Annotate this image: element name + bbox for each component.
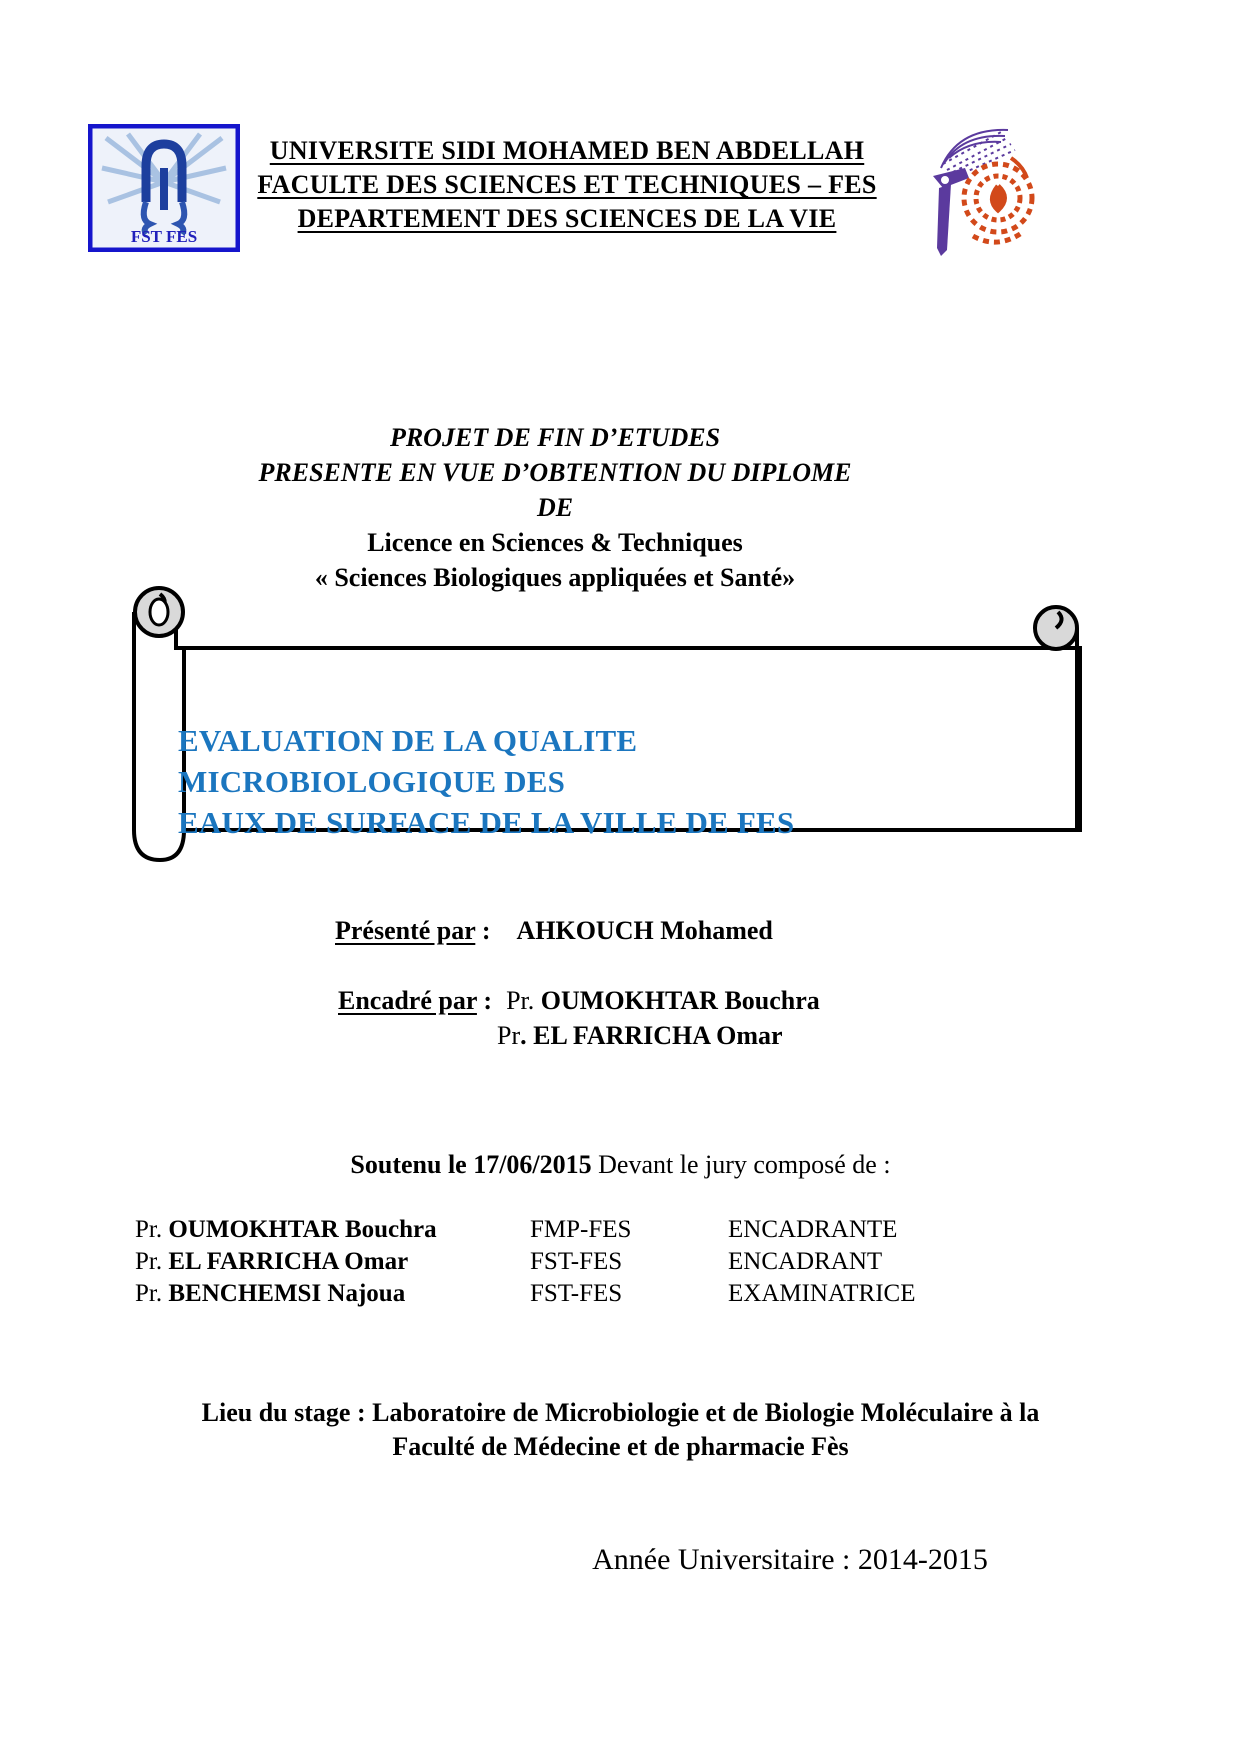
seal-fan xyxy=(941,130,1015,176)
jury-institution: FST-FES xyxy=(530,1280,623,1307)
university-header xyxy=(232,134,902,236)
internship-location xyxy=(0,1396,1241,1464)
supervisor2-line xyxy=(497,1021,783,1051)
seal-pen xyxy=(933,168,969,256)
jury-name: BENCHEMSI Najoua xyxy=(168,1280,406,1307)
jury-prefix: Pr. xyxy=(135,1216,169,1243)
supervised-by-line xyxy=(338,986,820,1016)
university-seal-image xyxy=(903,118,1043,260)
fst-fes-logo-caption: FST FES xyxy=(130,227,198,246)
supervisor2-name: . EL FARRICHA Omar xyxy=(520,1021,783,1050)
faculty-name: FACULTE DES SCIENCES ET TECHNIQUES – FES xyxy=(257,170,877,199)
jury-role: ENCADRANTE xyxy=(728,1216,898,1243)
supervised-by-separator: : xyxy=(476,986,493,1015)
specialty-line: « Sciences Biologiques appliquées et Santé» xyxy=(314,563,796,592)
supervisor2-prefix: Pr xyxy=(497,1021,521,1050)
university-name: UNIVERSITE SIDI MOHAMED BEN ABDELLAH xyxy=(269,136,865,165)
department-name: DEPARTEMENT DES SCIENCES DE LA VIE xyxy=(297,204,837,233)
project-line-2: PRESENTE EN VUE D’OBTENTION DU DIPLOME xyxy=(258,458,852,487)
degree-line: Licence en Sciences & Techniques xyxy=(367,528,743,557)
thesis-title-line-2: EAUX DE SURFACE DE LA VILLE DE FES xyxy=(178,805,795,840)
jury-name: OUMOKHTAR Bouchra xyxy=(168,1216,437,1243)
project-line-1: PROJET DE FIN D’ETUDES xyxy=(389,423,721,452)
thesis-title-line-1: EVALUATION DE LA QUALITE MICROBIOLOGIQUE DES xyxy=(178,723,638,799)
jury-row xyxy=(135,1216,1135,1244)
jury-row xyxy=(135,1248,1135,1276)
supervisor1-prefix: Pr. xyxy=(506,986,535,1015)
presented-by-separator: : xyxy=(475,916,491,945)
jury-role: ENCADRANT xyxy=(728,1248,883,1275)
jury-role: EXAMINATRICE xyxy=(728,1280,916,1307)
supervised-by-label: Encadré par xyxy=(338,986,477,1015)
jury-prefix: Pr. xyxy=(135,1248,169,1275)
presented-by-label: Présenté par xyxy=(335,916,476,945)
jury-prefix: Pr. xyxy=(135,1280,169,1307)
fst-fes-logo xyxy=(88,124,240,252)
seal-calligraphy xyxy=(964,158,1032,242)
academic-year: Année Universitaire : 2014-2015 xyxy=(592,1543,988,1576)
jury-institution: FST-FES xyxy=(530,1248,623,1275)
student-name: AHKOUCH Mohamed xyxy=(516,916,773,945)
jury-institution: FMP-FES xyxy=(530,1216,632,1243)
thesis-title xyxy=(178,720,948,843)
project-line-3: DE xyxy=(536,493,574,522)
supervisor1-name: OUMOKHTAR Bouchra xyxy=(540,986,820,1015)
university-seal-logo xyxy=(903,118,1043,260)
internship-line-2: Faculté de Médecine et de pharmacie Fès xyxy=(392,1432,849,1461)
jury-name: EL FARRICHA Omar xyxy=(168,1248,409,1275)
presented-by-line xyxy=(335,916,773,946)
internship-line-1: Lieu du stage : Laboratoire de Microbiologie et de Biologie Moléculaire à la xyxy=(201,1398,1040,1427)
jury-intro: Devant le jury composé de : xyxy=(598,1150,891,1179)
jury-row xyxy=(135,1280,1135,1308)
defense-line xyxy=(0,1150,1241,1180)
fst-fes-logo-image xyxy=(88,124,240,252)
defense-date: Soutenu le 17/06/2015 xyxy=(350,1150,592,1179)
